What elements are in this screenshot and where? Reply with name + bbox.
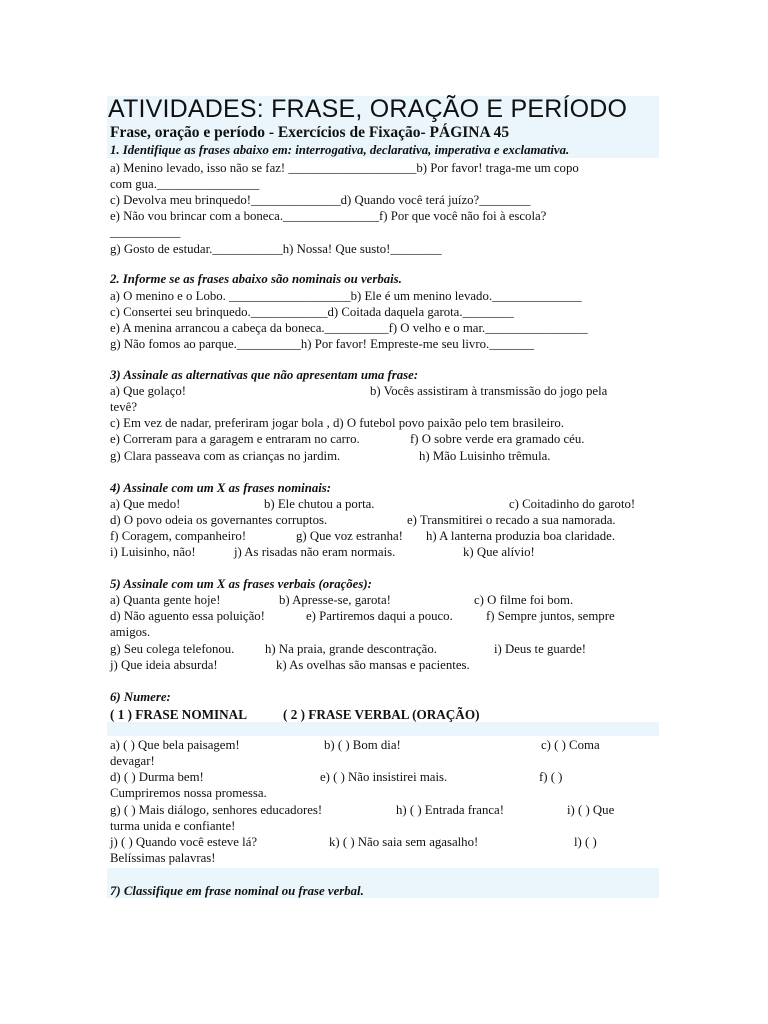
q5-option-f-cont: amigos. xyxy=(110,625,151,639)
q5-option-g: g) Seu colega telefonou. xyxy=(110,642,235,656)
q4-option-g: g) Que voz estranha! xyxy=(296,529,403,543)
q7-heading: 7) Classifique em frase nominal ou frase verbal. xyxy=(110,884,364,898)
q6-item-l-cont: Belíssimas palavras! xyxy=(110,851,216,865)
q1-heading: 1. Identifique as frases abaixo em: interrogativa, declarativa, imperativa e exclamativa. xyxy=(110,143,570,157)
q6-item-c-cont: devagar! xyxy=(110,754,155,768)
q4-option-c: c) Coitadinho do garoto! xyxy=(509,497,636,511)
q6-item-i-cont: turma unida e confiante! xyxy=(110,819,236,833)
q4-option-e: e) Transmitirei o recado a sua namorada. xyxy=(407,513,616,527)
q5-option-f: f) Sempre juntos, sempre xyxy=(486,609,615,623)
q6-item-b: b) ( ) Bom dia! xyxy=(324,738,401,752)
q6-item-c: c) ( ) Coma xyxy=(541,738,600,752)
q6-item-j: j) ( ) Quando você esteve lá? xyxy=(110,835,258,849)
q5-option-b: b) Apresse-se, garota! xyxy=(279,593,391,607)
q4-option-b: b) Ele chutou a porta. xyxy=(264,497,375,511)
q4-heading: 4) Assinale com um X as frases nominais: xyxy=(110,481,332,495)
q6-heading: 6) Numere: xyxy=(110,690,171,704)
q6-item-f: f) ( ) xyxy=(539,770,563,784)
q2-line: g) Não fomos ao parque.__________h) Por favor! Empreste-me seu livro._______ xyxy=(110,337,534,351)
q6-item-g: g) ( ) Mais diálogo, senhores educadores! xyxy=(110,803,323,817)
q1-line: a) Menino levado, isso não se faz! ____________________b) Por favor! traga-me um copo xyxy=(110,161,579,175)
q1-line: c) Devolva meu brinquedo!______________d) Quando você terá juízo?________ xyxy=(110,193,531,207)
q3-option-b: b) Vocês assistiram à transmissão do jogo pela xyxy=(370,384,608,398)
q6-item-a: a) ( ) Que bela paisagem! xyxy=(110,738,240,752)
q1-line: g) Gosto de estudar.___________h) Nossa! Que susto!________ xyxy=(110,242,442,256)
page-title: ATIVIDADES: FRASE, ORAÇÃO E PERÍODO xyxy=(108,95,628,123)
q6-item-e: e) ( ) Não insistirei mais. xyxy=(320,770,448,784)
q2-line: c) Consertei seu brinquedo.____________d) Coitada daquela garota.________ xyxy=(110,305,514,319)
q1-line: e) Não vou brincar com a boneca._______________f) Por que você não foi à escola? xyxy=(110,209,547,223)
q5-option-a: a) Quanta gente hoje! xyxy=(110,593,221,607)
q4-option-d: d) O povo odeia os governantes corruptos. xyxy=(110,513,328,527)
q6-legend-verbal: ( 2 ) FRASE VERBAL (ORAÇÃO) xyxy=(283,707,480,722)
q3-option-a: a) Que golaço! xyxy=(110,384,187,398)
q3-option-e: e) Correram para a garagem e entraram no carro. xyxy=(110,432,360,446)
q5-option-i: i) Deus te guarde! xyxy=(494,642,587,656)
q4-option-a: a) Que medo! xyxy=(110,497,181,511)
q5-option-e: e) Partiremos daqui a pouco. xyxy=(306,609,453,623)
q6-item-l: l) ( ) xyxy=(574,835,597,849)
q2-line: a) O menino e o Lobo. ___________________b) Ele é um menino levado.______________ xyxy=(110,289,582,303)
q3-heading: 3) Assinale as alternativas que não apresentam uma frase: xyxy=(110,368,419,382)
q3-option-h: h) Mão Luisinho trêmula. xyxy=(419,449,551,463)
q2-line: e) A menina arrancou a cabeça da boneca.__________f) O velho e o mar.________________ xyxy=(110,321,588,335)
q6-legend-nominal: ( 1 ) FRASE NOMINAL xyxy=(110,707,248,722)
q5-option-k: k) As ovelhas são mansas e pacientes. xyxy=(276,658,470,672)
q6-item-d: d) ( ) Durma bem! xyxy=(110,770,204,784)
q4-option-h: h) A lanterna produzia boa claridade. xyxy=(426,529,616,543)
q5-heading: 5) Assinale com um X as frases verbais (orações): xyxy=(110,577,372,591)
q4-option-k: k) Que alívio! xyxy=(463,545,535,559)
q2-heading: 2. Informe se as frases abaixo são nominais ou verbais. xyxy=(110,272,402,286)
q6-item-k: k) ( ) Não saia sem agasalho! xyxy=(329,835,479,849)
q6-highlight xyxy=(107,722,659,736)
q4-option-i: i) Luisinho, não! xyxy=(110,545,196,559)
q3-option-f: f) O sobre verde era gramado céu. xyxy=(410,432,585,446)
q3-option-cd: c) Em vez de nadar, preferiram jogar bola , d) O futebol povo paixão pelo tem brasileiro. xyxy=(110,416,564,430)
q4-option-j: j) As risadas não eram normais. xyxy=(234,545,396,559)
q6-item-f-cont: Cumpriremos nossa promessa. xyxy=(110,786,267,800)
q5-option-d: d) Não aguento essa poluição! xyxy=(110,609,265,623)
page-subtitle: Frase, oração e período - Exercícios de Fixação- PÁGINA 45 xyxy=(110,124,510,141)
q5-option-h: h) Na praia, grande descontração. xyxy=(265,642,437,656)
q6-item-i: i) ( ) Que xyxy=(567,803,615,817)
q6-item-h: h) ( ) Entrada franca! xyxy=(396,803,504,817)
q5-option-j: j) Que ideia absurda! xyxy=(110,658,218,672)
q3-option-g: g) Clara passeava com as crianças no jardim. xyxy=(110,449,341,463)
q3-option-b-cont: tevê? xyxy=(110,400,137,414)
q1-line: com gua.________________ xyxy=(110,177,260,191)
q5-option-c: c) O filme foi bom. xyxy=(474,593,574,607)
q1-line: ___________ xyxy=(110,225,181,239)
q4-option-f: f) Coragem, companheiro! xyxy=(110,529,247,543)
